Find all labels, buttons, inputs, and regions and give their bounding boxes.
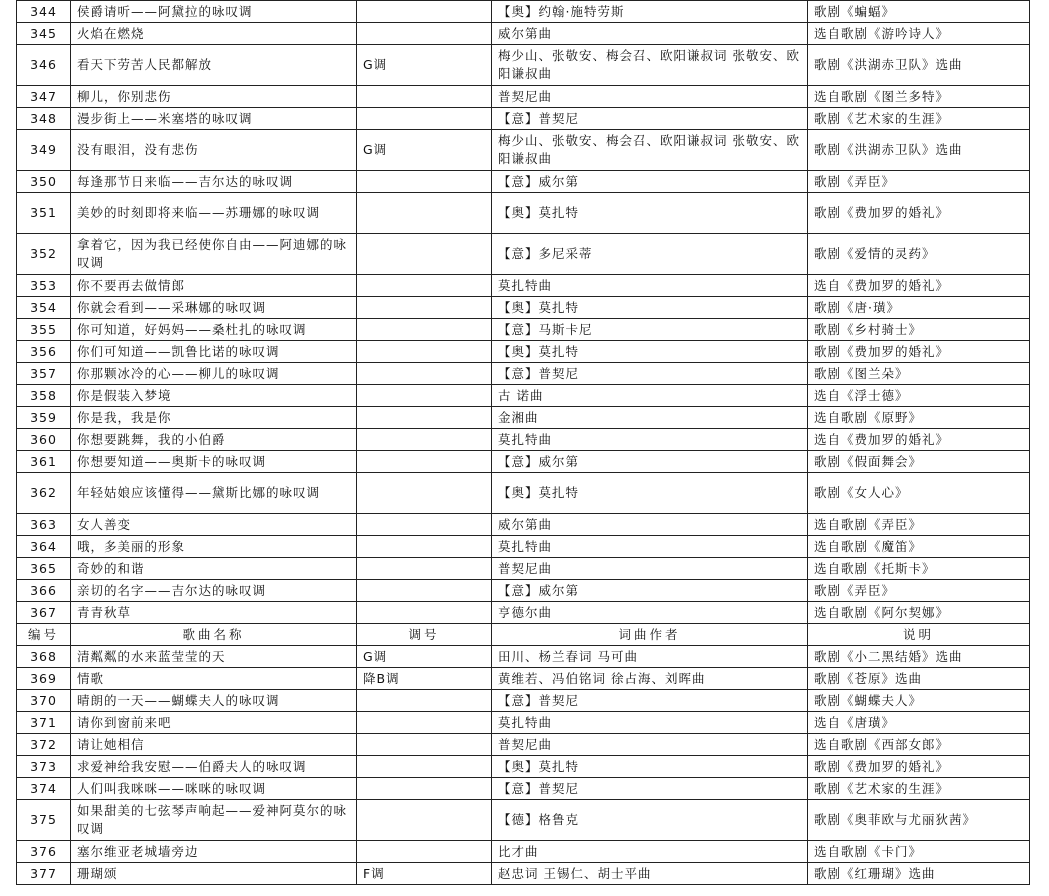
cell-num: 372 [17, 734, 71, 756]
cell-key [357, 23, 492, 45]
cell-num: 359 [17, 407, 71, 429]
cell-key [357, 171, 492, 193]
cell-title: 你就会看到——采琳娜的咏叹调 [71, 297, 357, 319]
header-title: 歌曲名称 [71, 624, 357, 646]
song-rows-group-b [17, 646, 1030, 885]
cell-num: 344 [17, 1, 71, 23]
cell-title: 美妙的时刻即将来临——苏珊娜的咏叹调 [71, 193, 357, 234]
cell-note: 歌剧《费加罗的婚礼》 [808, 341, 1030, 363]
cell-num: 354 [17, 297, 71, 319]
cell-title: 漫步街上——米塞塔的咏叹调 [71, 108, 357, 130]
cell-title: 没有眼泪，没有悲伤 [71, 130, 357, 171]
table-row [17, 363, 1030, 385]
cell-author: 【意】普契尼 [492, 108, 808, 130]
cell-note: 选自歌剧《卡门》 [808, 841, 1030, 863]
cell-author: 普契尼曲 [492, 86, 808, 108]
cell-author: 田川、杨兰春词 马可曲 [492, 646, 808, 668]
cell-key [357, 363, 492, 385]
table-row [17, 193, 1030, 234]
table-row [17, 473, 1030, 514]
cell-title: 你不要再去做情郎 [71, 275, 357, 297]
table-row [17, 712, 1030, 734]
table-row [17, 778, 1030, 800]
cell-note: 歌剧《图兰朵》 [808, 363, 1030, 385]
cell-num: 364 [17, 536, 71, 558]
cell-num: 355 [17, 319, 71, 341]
cell-title: 求爱神给我安慰——伯爵夫人的咏叹调 [71, 756, 357, 778]
cell-note: 歌剧《艺术家的生涯》 [808, 778, 1030, 800]
table-row [17, 429, 1030, 451]
cell-author: 莫扎特曲 [492, 712, 808, 734]
cell-author: 莫扎特曲 [492, 536, 808, 558]
table-row [17, 86, 1030, 108]
cell-title: 你可知道，好妈妈——桑杜扎的咏叹调 [71, 319, 357, 341]
cell-author: 【奥】莫扎特 [492, 297, 808, 319]
cell-author: 普契尼曲 [492, 734, 808, 756]
cell-num: 374 [17, 778, 71, 800]
table-row [17, 23, 1030, 45]
cell-num: 353 [17, 275, 71, 297]
cell-author: 黄维若、冯伯铭词 徐占海、刘晖曲 [492, 668, 808, 690]
header-num: 编号 [17, 624, 71, 646]
cell-num: 347 [17, 86, 71, 108]
cell-author: 【奥】莫扎特 [492, 193, 808, 234]
cell-note: 歌剧《爱情的灵药》 [808, 234, 1030, 275]
cell-author: 【意】威尔第 [492, 451, 808, 473]
table-row [17, 734, 1030, 756]
cell-title: 塞尔维亚老城墙旁边 [71, 841, 357, 863]
cell-num: 367 [17, 602, 71, 624]
table-row [17, 602, 1030, 624]
table-row [17, 275, 1030, 297]
cell-note: 歌剧《洪湖赤卫队》选曲 [808, 45, 1030, 86]
cell-author: 莫扎特曲 [492, 275, 808, 297]
cell-key [357, 319, 492, 341]
cell-key [357, 86, 492, 108]
cell-key: G调 [357, 130, 492, 171]
cell-author: 金湘曲 [492, 407, 808, 429]
cell-title: 如果甜美的七弦琴声响起——爱神阿莫尔的咏叹调 [71, 800, 357, 841]
cell-note: 歌剧《费加罗的婚礼》 [808, 756, 1030, 778]
cell-author: 梅少山、张敬安、梅会召、欧阳谦叔词 张敬安、欧阳谦叔曲 [492, 130, 808, 171]
cell-title: 珊瑚颂 [71, 863, 357, 885]
table-row [17, 690, 1030, 712]
cell-title: 侯爵请听——阿黛拉的咏叹调 [71, 1, 357, 23]
cell-note: 选自《唐璜》 [808, 712, 1030, 734]
cell-num: 356 [17, 341, 71, 363]
cell-key [357, 514, 492, 536]
header-author: 词曲作者 [492, 624, 808, 646]
cell-key [357, 580, 492, 602]
table-row [17, 668, 1030, 690]
cell-note: 选自《费加罗的婚礼》 [808, 275, 1030, 297]
cell-author: 【意】普契尼 [492, 778, 808, 800]
cell-author: 【意】威尔第 [492, 171, 808, 193]
cell-author: 【意】威尔第 [492, 580, 808, 602]
cell-author: 亨德尔曲 [492, 602, 808, 624]
cell-num: 363 [17, 514, 71, 536]
cell-author: 比才曲 [492, 841, 808, 863]
cell-note: 歌剧《苍原》选曲 [808, 668, 1030, 690]
table-row [17, 451, 1030, 473]
cell-key: F调 [357, 863, 492, 885]
table-row [17, 297, 1030, 319]
cell-key [357, 800, 492, 841]
cell-title: 你那颗冰冷的心——柳儿的咏叹调 [71, 363, 357, 385]
cell-note: 歌剧《小二黑结婚》选曲 [808, 646, 1030, 668]
cell-author: 【德】格鲁克 [492, 800, 808, 841]
header-note: 说明 [808, 624, 1030, 646]
cell-note: 歌剧《乡村骑士》 [808, 319, 1030, 341]
cell-note: 选自歌剧《阿尔契娜》 [808, 602, 1030, 624]
cell-key [357, 602, 492, 624]
cell-title: 火焰在燃烧 [71, 23, 357, 45]
table-row [17, 171, 1030, 193]
cell-key [357, 385, 492, 407]
table-row [17, 1, 1030, 23]
cell-author: 威尔第曲 [492, 23, 808, 45]
cell-key: 降B调 [357, 668, 492, 690]
cell-num: 371 [17, 712, 71, 734]
cell-key [357, 1, 492, 23]
table-row [17, 341, 1030, 363]
cell-num: 350 [17, 171, 71, 193]
cell-num: 377 [17, 863, 71, 885]
table-row [17, 234, 1030, 275]
cell-author: 【奥】约翰·施特劳斯 [492, 1, 808, 23]
cell-num: 368 [17, 646, 71, 668]
cell-key [357, 407, 492, 429]
header-key: 调号 [357, 624, 492, 646]
cell-author: 【奥】莫扎特 [492, 756, 808, 778]
cell-author: 【意】普契尼 [492, 690, 808, 712]
cell-key [357, 108, 492, 130]
cell-note: 歌剧《唐·璜》 [808, 297, 1030, 319]
cell-num: 357 [17, 363, 71, 385]
cell-title: 亲切的名字——吉尔达的咏叹调 [71, 580, 357, 602]
cell-note: 选自歌剧《原野》 [808, 407, 1030, 429]
cell-title: 看天下劳苦人民都解放 [71, 45, 357, 86]
cell-author: 【奥】莫扎特 [492, 341, 808, 363]
cell-note: 歌剧《蝴蝶夫人》 [808, 690, 1030, 712]
cell-title: 哦，多美丽的形象 [71, 536, 357, 558]
cell-author: 【意】普契尼 [492, 363, 808, 385]
song-table-sheet [16, 0, 1029, 885]
cell-title: 你们可知道——凯鲁比诺的咏叹调 [71, 341, 357, 363]
cell-num: 365 [17, 558, 71, 580]
cell-note: 选自歌剧《魔笛》 [808, 536, 1030, 558]
table-row [17, 841, 1030, 863]
cell-author: 莫扎特曲 [492, 429, 808, 451]
cell-title: 人们叫我咪咪——咪咪的咏叹调 [71, 778, 357, 800]
cell-note: 歌剧《艺术家的生涯》 [808, 108, 1030, 130]
cell-note: 歌剧《弄臣》 [808, 580, 1030, 602]
column-header [17, 624, 1030, 646]
cell-key [357, 193, 492, 234]
cell-key [357, 234, 492, 275]
cell-num: 348 [17, 108, 71, 130]
cell-note: 选自歌剧《图兰多特》 [808, 86, 1030, 108]
table-row [17, 385, 1030, 407]
cell-title: 女人善变 [71, 514, 357, 536]
cell-title: 每逢那节日来临——吉尔达的咏叹调 [71, 171, 357, 193]
cell-note: 选自歌剧《弄臣》 [808, 514, 1030, 536]
cell-num: 375 [17, 800, 71, 841]
table-row [17, 580, 1030, 602]
cell-author: 【奥】莫扎特 [492, 473, 808, 514]
cell-note: 选自歌剧《托斯卡》 [808, 558, 1030, 580]
table-row [17, 130, 1030, 171]
song-rows-group-a [17, 1, 1030, 624]
cell-title: 情歌 [71, 668, 357, 690]
cell-key [357, 451, 492, 473]
cell-note: 歌剧《奥菲欧与尤丽狄茜》 [808, 800, 1030, 841]
cell-title: 清粼粼的水来蓝莹莹的天 [71, 646, 357, 668]
cell-key [357, 536, 492, 558]
cell-key [357, 341, 492, 363]
cell-author: 古 诺曲 [492, 385, 808, 407]
cell-num: 351 [17, 193, 71, 234]
cell-title: 柳儿，你别悲伤 [71, 86, 357, 108]
cell-key [357, 756, 492, 778]
cell-note: 歌剧《红珊瑚》选曲 [808, 863, 1030, 885]
cell-key [357, 712, 492, 734]
cell-num: 376 [17, 841, 71, 863]
cell-title: 你想要跳舞，我的小伯爵 [71, 429, 357, 451]
cell-title: 你是假装入梦境 [71, 385, 357, 407]
cell-num: 360 [17, 429, 71, 451]
cell-title: 你想要知道——奥斯卡的咏叹调 [71, 451, 357, 473]
cell-note: 歌剧《女人心》 [808, 473, 1030, 514]
cell-key [357, 275, 492, 297]
cell-note: 选自歌剧《西部女郎》 [808, 734, 1030, 756]
table-row [17, 407, 1030, 429]
table-row [17, 558, 1030, 580]
cell-key [357, 558, 492, 580]
table-row [17, 756, 1030, 778]
cell-note: 歌剧《费加罗的婚礼》 [808, 193, 1030, 234]
cell-author: 【意】多尼采蒂 [492, 234, 808, 275]
cell-num: 345 [17, 23, 71, 45]
table-row [17, 646, 1030, 668]
cell-title: 拿着它，因为我已经使你自由——阿迪娜的咏叹调 [71, 234, 357, 275]
cell-num: 369 [17, 668, 71, 690]
cell-num: 362 [17, 473, 71, 514]
cell-author: 赵忠词 王锡仁、胡士平曲 [492, 863, 808, 885]
cell-num: 358 [17, 385, 71, 407]
cell-note: 选自《浮士德》 [808, 385, 1030, 407]
cell-num: 361 [17, 451, 71, 473]
cell-num: 349 [17, 130, 71, 171]
cell-key [357, 734, 492, 756]
table-row [17, 319, 1030, 341]
cell-title: 青青秋草 [71, 602, 357, 624]
cell-author: 普契尼曲 [492, 558, 808, 580]
table-row [17, 863, 1030, 885]
cell-note: 歌剧《弄臣》 [808, 171, 1030, 193]
cell-key: G调 [357, 45, 492, 86]
song-table [16, 0, 1030, 885]
table-row [17, 514, 1030, 536]
table-row [17, 108, 1030, 130]
cell-title: 请让她相信 [71, 734, 357, 756]
cell-title: 你是我，我是你 [71, 407, 357, 429]
cell-note: 歌剧《蝙蝠》 [808, 1, 1030, 23]
cell-title: 奇妙的和谐 [71, 558, 357, 580]
cell-note: 歌剧《假面舞会》 [808, 451, 1030, 473]
cell-title: 请你到窗前来吧 [71, 712, 357, 734]
cell-num: 346 [17, 45, 71, 86]
cell-key [357, 778, 492, 800]
cell-key [357, 429, 492, 451]
cell-author: 【意】马斯卡尼 [492, 319, 808, 341]
cell-note: 选自歌剧《游吟诗人》 [808, 23, 1030, 45]
cell-num: 366 [17, 580, 71, 602]
table-row [17, 536, 1030, 558]
cell-author: 梅少山、张敬安、梅会召、欧阳谦叔词 张敬安、欧阳谦叔曲 [492, 45, 808, 86]
cell-key [357, 690, 492, 712]
cell-num: 370 [17, 690, 71, 712]
cell-note: 歌剧《洪湖赤卫队》选曲 [808, 130, 1030, 171]
cell-key [357, 473, 492, 514]
cell-key [357, 297, 492, 319]
table-row [17, 45, 1030, 86]
cell-title: 晴朗的一天——蝴蝶夫人的咏叹调 [71, 690, 357, 712]
cell-key [357, 841, 492, 863]
cell-author: 威尔第曲 [492, 514, 808, 536]
cell-num: 352 [17, 234, 71, 275]
table-row [17, 800, 1030, 841]
header-row [17, 624, 1030, 646]
cell-num: 373 [17, 756, 71, 778]
cell-note: 选自《费加罗的婚礼》 [808, 429, 1030, 451]
cell-title: 年轻姑娘应该懂得——黛斯比娜的咏叹调 [71, 473, 357, 514]
cell-key: G调 [357, 646, 492, 668]
